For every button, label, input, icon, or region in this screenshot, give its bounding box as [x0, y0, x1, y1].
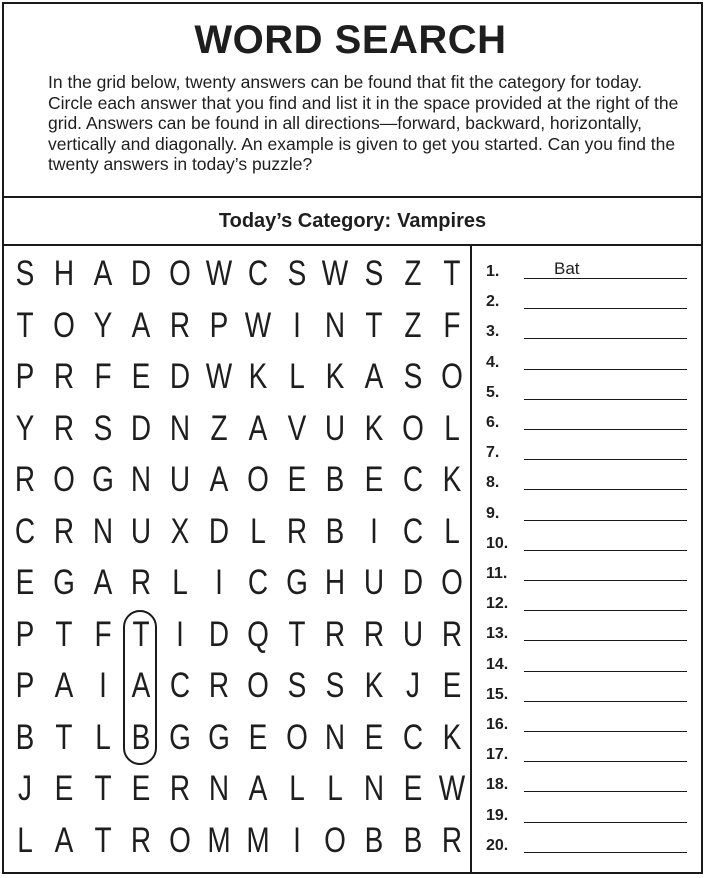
grid-letter[interactable]: Z [210, 408, 228, 448]
grid-letter[interactable]: G [285, 563, 308, 602]
answer-row [474, 499, 699, 529]
answer-number: 20. [486, 836, 509, 854]
answer-number: 7. [486, 444, 500, 462]
grid-letter[interactable]: B [364, 820, 384, 860]
grid-letter[interactable]: E [132, 357, 151, 396]
answer-blank-line[interactable] [524, 731, 687, 732]
answer-number: 4. [486, 353, 500, 371]
grid-letter[interactable]: E [364, 717, 384, 757]
grid-letter[interactable]: G [52, 563, 75, 602]
grid-letter[interactable]: R [53, 357, 74, 396]
grid-letter[interactable]: C [170, 666, 191, 705]
grid-letter[interactable]: N [364, 769, 385, 808]
grid-letter[interactable]: N [208, 769, 230, 808]
answer-row [474, 438, 699, 468]
grid-letter[interactable]: G [208, 717, 230, 757]
grid-letter[interactable]: S [403, 357, 423, 396]
answer-row [474, 317, 699, 347]
grid-letter[interactable]: C [247, 254, 268, 293]
grid-letter[interactable]: J [406, 666, 420, 705]
answer-blank-line[interactable] [524, 791, 687, 792]
grid-letter[interactable]: E [442, 666, 462, 705]
answer-number: 13. [486, 625, 509, 643]
grid-letter[interactable]: A [54, 666, 74, 705]
grid-letter[interactable]: T [443, 254, 461, 293]
grid-row [4, 713, 470, 763]
answer-number: 5. [486, 383, 500, 401]
grid-letter[interactable]: N [170, 408, 191, 448]
grid-row [4, 610, 470, 660]
grid-letter[interactable]: F [94, 357, 112, 396]
grid-letter[interactable]: R [170, 305, 191, 345]
instructions-text: In the grid below, twenty answers can be found that fit the category for today. Circle each answer that you find and list it in the space provided at the right of the grid. Answers can be found in all directions—forward, backward, horizontally, vertically and diagonally. An example is given to get you started. Can you find the twenty answers in today’s puzzle? [48, 72, 679, 174]
grid-letter[interactable]: T [55, 717, 73, 757]
answer-number: 8. [486, 474, 500, 492]
answer-row [474, 589, 699, 619]
grid-letter[interactable]: W [438, 769, 466, 808]
grid-letter[interactable]: L [94, 717, 111, 757]
grid-letter[interactable]: L [444, 408, 460, 448]
grid-letter[interactable]: R [53, 511, 74, 551]
grid-letter[interactable]: V [287, 408, 306, 448]
grid-letter[interactable]: A [364, 357, 384, 396]
category-label: Today’s Category: [218, 209, 392, 232]
grid-letter[interactable]: N [131, 460, 152, 499]
grid-letter[interactable]: N [325, 717, 346, 757]
grid-letter[interactable]: A [93, 254, 112, 293]
grid-letter[interactable]: R [208, 666, 230, 705]
answer-number: 16. [486, 716, 509, 733]
answer-blank-line[interactable] [524, 278, 687, 279]
grid-letter[interactable]: E [15, 563, 35, 602]
grid-letter[interactable]: L [444, 511, 460, 551]
answer-blank-line[interactable] [524, 308, 687, 309]
answer-blank-line[interactable] [524, 852, 687, 853]
word-search-puzzle [2, 2, 703, 874]
grid-letter[interactable]: B [132, 717, 151, 757]
answer-number: 9. [486, 504, 500, 522]
grid-letter[interactable]: E [403, 769, 423, 808]
grid-letter[interactable]: D [131, 408, 152, 448]
grid-row [4, 816, 470, 866]
answer-blank-line[interactable] [524, 550, 687, 551]
grid-letter[interactable]: S [287, 254, 306, 293]
grid-letter[interactable]: O [285, 717, 308, 757]
grid-letter[interactable]: B [326, 511, 345, 551]
grid-letter[interactable]: W [322, 254, 349, 293]
answer-number: 14. [486, 655, 509, 673]
grid-letter[interactable]: F [94, 614, 112, 654]
grid-letter[interactable]: D [131, 254, 152, 293]
answer-number: 6. [486, 414, 500, 431]
grid-row [4, 764, 470, 814]
grid-letter[interactable]: S [364, 254, 384, 293]
puzzle-title: WORD SEARCH [194, 18, 507, 62]
grid-letter[interactable]: H [325, 563, 346, 602]
grid-letter[interactable]: G [91, 460, 114, 499]
grid-letter[interactable]: R [131, 563, 152, 602]
answer-blank-line[interactable] [524, 761, 687, 762]
answer-blank-line[interactable] [524, 822, 687, 823]
grid-letter[interactable]: C [402, 511, 424, 551]
grid-letter[interactable]: S [326, 666, 345, 705]
grid-letter[interactable]: L [172, 563, 188, 602]
grid-letter[interactable]: O [52, 305, 75, 345]
grid-letter[interactable]: T [55, 614, 73, 654]
grid-letter[interactable]: H [53, 254, 74, 293]
answer-row [474, 740, 699, 770]
grid-letter[interactable]: B [403, 820, 423, 860]
grid-letter[interactable]: O [440, 563, 463, 602]
answer-number: 3. [486, 323, 500, 341]
grid-row [4, 507, 470, 557]
grid-letter[interactable]: L [288, 769, 305, 808]
grid-letter[interactable]: O [246, 666, 269, 705]
answer-number: 10. [486, 534, 509, 552]
answer-number: 11. [486, 565, 508, 582]
grid-letter[interactable]: D [170, 357, 191, 396]
grid-letter[interactable]: D [208, 614, 230, 654]
grid-letter[interactable]: G [169, 717, 192, 757]
answer-row [474, 378, 699, 408]
grid-letter[interactable]: Z [404, 254, 422, 293]
grid-letter[interactable]: R [364, 614, 385, 654]
grid-letter[interactable]: O [440, 357, 463, 396]
grid-letter[interactable]: K [248, 357, 268, 396]
answer-blank-line[interactable] [524, 610, 687, 611]
answer-row [474, 710, 699, 740]
grid-letter[interactable]: K [364, 666, 384, 705]
grid-letter[interactable]: E [132, 769, 151, 808]
grid-letter[interactable]: W [205, 254, 233, 293]
grid-letter[interactable]: Y [93, 305, 112, 345]
grid-letter[interactable]: P [15, 666, 35, 705]
answer-blank-line[interactable] [524, 338, 687, 339]
answer-row [474, 468, 699, 498]
grid-letter[interactable]: S [93, 408, 112, 448]
answer-blank-line[interactable] [524, 701, 687, 702]
grid-letter[interactable]: U [131, 511, 152, 551]
grid-letter[interactable]: C [14, 511, 36, 551]
answer-row [474, 257, 699, 287]
grid-letter[interactable]: P [15, 357, 35, 396]
grid-letter[interactable]: Q [246, 614, 269, 654]
grid-letter[interactable]: A [248, 769, 268, 808]
grid-letter[interactable]: B [326, 460, 345, 499]
grid-letter[interactable]: R [286, 511, 307, 551]
grid-letter[interactable]: E [287, 460, 306, 499]
answer-blank-line[interactable] [524, 580, 687, 581]
grid-letter[interactable]: I [370, 511, 379, 551]
grid-letter[interactable]: O [52, 460, 75, 499]
answer-number: 19. [486, 806, 509, 824]
grid-letter[interactable]: C [402, 717, 424, 757]
grid-letter[interactable]: R [441, 820, 462, 860]
grid-letter[interactable]: A [93, 563, 112, 602]
grid-letter[interactable]: N [92, 511, 113, 551]
grid-letter[interactable]: M [246, 820, 270, 860]
grid-row [4, 301, 470, 351]
grid-letter[interactable]: L [288, 357, 305, 396]
grid-letter[interactable]: T [132, 614, 150, 654]
grid-letter[interactable]: E [364, 460, 384, 499]
grid-letter[interactable]: A [132, 305, 151, 345]
grid-letter[interactable]: I [176, 614, 185, 654]
grid-letter[interactable]: T [365, 305, 383, 345]
answer-number: 18. [486, 776, 509, 794]
grid-letter[interactable]: R [131, 820, 152, 860]
grid-letter[interactable]: B [15, 717, 35, 757]
category-value: Vampires [397, 209, 487, 232]
grid-letter[interactable]: D [402, 563, 424, 602]
answer-blank-line[interactable] [524, 459, 687, 460]
letter-grid [4, 246, 472, 872]
grid-letter[interactable]: W [205, 357, 233, 396]
category-bar [4, 198, 701, 246]
answer-number: 17. [486, 746, 509, 764]
answer-row [474, 529, 699, 559]
answer-number: 1. [486, 263, 500, 280]
answer-blank-line[interactable] [524, 399, 687, 400]
grid-letter[interactable]: P [209, 305, 229, 345]
grid-letter[interactable]: L [327, 769, 344, 808]
grid-row [4, 455, 470, 505]
answer-blank-line[interactable] [524, 489, 687, 490]
answer-row [474, 348, 699, 378]
grid-letter[interactable]: R [325, 614, 346, 654]
grid-letter[interactable]: A [54, 820, 74, 860]
grid-letter[interactable]: R [53, 408, 74, 448]
grid-letter[interactable]: R [14, 460, 36, 499]
grid-letter[interactable]: E [54, 769, 74, 808]
grid-letter[interactable]: C [402, 460, 424, 499]
answer-blank-line[interactable] [524, 429, 687, 430]
grid-letter[interactable]: S [15, 254, 35, 293]
answer-row [474, 650, 699, 680]
grid-letter[interactable]: K [326, 357, 345, 396]
example-answer-circle [123, 610, 157, 765]
grid-letter[interactable]: D [208, 511, 230, 551]
grid-letter[interactable]: N [325, 305, 346, 345]
grid-letter[interactable]: O [169, 254, 192, 293]
answer-blank-line[interactable] [524, 671, 687, 672]
answer-number: 15. [486, 685, 509, 703]
answer-blank-line[interactable] [524, 369, 687, 370]
grid-letter[interactable]: I [292, 305, 301, 345]
grid-row [4, 661, 470, 711]
grid-letter[interactable]: A [132, 666, 151, 705]
grid-letter[interactable]: K [442, 717, 462, 757]
answer-row [474, 831, 699, 861]
grid-letter[interactable]: R [170, 769, 191, 808]
answer-number: 12. [486, 595, 509, 613]
answer-text: Bat [554, 259, 580, 278]
grid-letter[interactable]: J [18, 769, 32, 808]
grid-letter[interactable]: O [324, 820, 347, 860]
answer-number: 2. [486, 293, 500, 311]
grid-letter[interactable]: R [441, 614, 462, 654]
grid-letter[interactable]: K [442, 460, 462, 499]
grid-letter[interactable]: Z [404, 305, 422, 345]
grid-row [4, 249, 470, 299]
grid-letter[interactable]: A [248, 408, 268, 448]
answer-row [474, 408, 699, 438]
answer-row [474, 680, 699, 710]
grid-letter[interactable]: W [244, 305, 272, 345]
grid-letter[interactable]: C [247, 563, 268, 602]
grid-letter[interactable]: S [287, 666, 306, 705]
grid-letter[interactable]: U [325, 408, 346, 448]
answer-row [474, 619, 699, 649]
grid-letter[interactable]: O [402, 408, 424, 448]
grid-row [4, 352, 470, 402]
answer-row [474, 559, 699, 589]
grid-letter[interactable]: E [248, 717, 268, 757]
grid-letter[interactable]: U [402, 614, 424, 654]
grid-letter[interactable]: A [209, 460, 229, 499]
grid-letter[interactable]: T [94, 769, 112, 808]
grid-letter[interactable]: T [16, 305, 34, 345]
grid-letter[interactable]: P [15, 614, 35, 654]
grid-letter[interactable]: I [98, 666, 107, 705]
grid-letter[interactable]: M [207, 820, 231, 860]
grid-letter[interactable]: Y [15, 408, 35, 448]
grid-letter[interactable]: T [94, 820, 112, 860]
grid-letter[interactable]: T [288, 614, 306, 654]
grid-letter[interactable]: L [17, 820, 33, 860]
answer-blank-line[interactable] [524, 640, 687, 641]
puzzle-header [4, 4, 701, 198]
grid-row [4, 404, 470, 454]
grid-letter[interactable]: L [250, 511, 266, 551]
grid-letter[interactable]: U [170, 460, 191, 499]
grid-letter[interactable]: I [292, 820, 301, 860]
answer-list [474, 246, 699, 872]
grid-letter[interactable]: I [215, 563, 223, 602]
answer-row [474, 770, 699, 800]
answer-blank-line[interactable] [524, 520, 687, 521]
answer-row [474, 287, 699, 317]
grid-letter[interactable]: X [170, 511, 190, 551]
grid-letter[interactable]: F [443, 305, 461, 345]
puzzle-body [4, 246, 701, 872]
grid-letter[interactable]: U [364, 563, 385, 602]
grid-row [4, 558, 470, 608]
answer-row [474, 801, 699, 831]
grid-letter[interactable]: K [364, 408, 384, 448]
grid-letter[interactable]: O [246, 460, 269, 499]
grid-letter[interactable]: O [169, 820, 192, 860]
